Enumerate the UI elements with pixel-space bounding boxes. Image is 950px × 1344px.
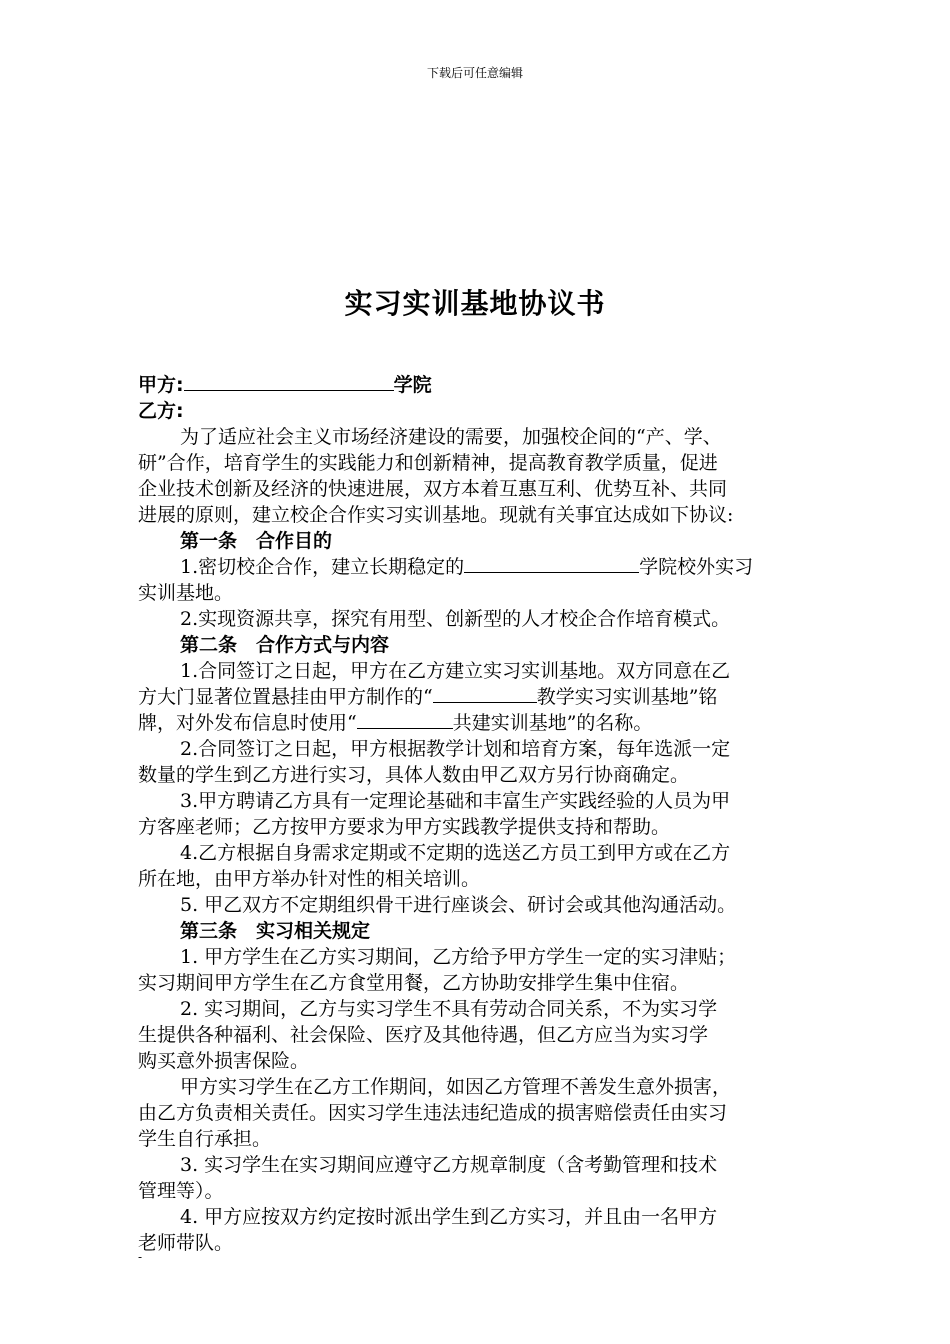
section-3-title: 第三条 实习相关规定 bbox=[180, 920, 371, 942]
sec3-paragraph-line3: 学生自行承担。 bbox=[138, 1128, 272, 1150]
sec3-item2: 2. 实习期间，乙方与实习学生不具有劳动合同关系，不为实习学 bbox=[180, 998, 718, 1020]
sec2-item4-line2: 所在地，由甲方举办针对性的相关培训。 bbox=[138, 868, 481, 890]
sec3-item1: 1. 甲方学生在乙方实习期间，乙方给予甲方学生一定的实习津贴； bbox=[180, 946, 737, 968]
sec3-paragraph: 甲方实习学生在乙方工作期间，如因乙方管理不善发生意外损害， bbox=[180, 1076, 732, 1098]
party-b-label: 乙方: bbox=[138, 400, 184, 422]
section-2-title: 第二条 合作方式与内容 bbox=[180, 634, 390, 656]
intro-line: 进展的原则，建立校企合作实习实训基地。现就有关事宜达成如下协议: bbox=[138, 504, 734, 526]
sec3-paragraph-line2: 由乙方负责相关责任。因实习学生违法违纪造成的损害赔偿责任由实习 bbox=[138, 1102, 728, 1124]
sec2-item1-line3 bbox=[138, 710, 838, 736]
sec1-item1-cont: 实训基地。 bbox=[138, 582, 234, 604]
sec2-item1-l2-post: 教学实习实训基地”铭 bbox=[536, 686, 718, 708]
section-1-title: 第一条 合作目的 bbox=[180, 530, 333, 552]
sec3-item3-line2: 管理等）。 bbox=[138, 1180, 224, 1202]
sec2-item3-line2: 方客座老师；乙方按甲方要求为甲方实践教学提供支持和帮助。 bbox=[138, 816, 671, 838]
sec2-item1-blank1 bbox=[433, 684, 537, 703]
sec2-item2-line2: 数量的学生到乙方进行实习，具体人数由甲乙双方另行协商确定。 bbox=[138, 764, 690, 786]
page-header: 下载后可任意编辑 bbox=[426, 66, 523, 80]
party-a-line bbox=[138, 372, 838, 398]
sec2-item1-l2-pre: 方大门显著位置悬挂由甲方制作的“ bbox=[138, 686, 433, 708]
intro-line: 企业技术创新及经济的快速进展，双方本着互惠互利、优势互补、共同 bbox=[138, 478, 728, 500]
sec2-item3: 3.甲方聘请乙方具有一定理论基础和丰富生产实践经验的人员为甲 bbox=[180, 790, 731, 812]
sec1-item1-post: 学院校外实习 bbox=[639, 556, 754, 578]
sec2-item5: 5. 甲乙双方不定期组织骨干进行座谈会、研讨会或其他沟通活动。 bbox=[180, 894, 737, 916]
document-title: 实习实训基地协议书 bbox=[344, 287, 606, 320]
sec3-item2-line3: 购买意外损害保险。 bbox=[138, 1050, 310, 1072]
sec1-item2: 2.实现资源共享，探究有用型、创新型的人才校企合作培育模式。 bbox=[180, 608, 731, 630]
party-a-blank bbox=[184, 372, 394, 391]
sec2-item1-line2 bbox=[138, 684, 838, 710]
sec1-item1-pre: 1.密切校企合作，建立长期稳定的 bbox=[180, 556, 465, 578]
footer-mark: - bbox=[138, 1250, 143, 1264]
sec2-item1-blank2 bbox=[357, 710, 453, 729]
sec2-item4: 4.乙方根据自身需求定期或不定期的选送乙方员工到甲方或在乙方 bbox=[180, 842, 731, 864]
document-body bbox=[138, 372, 838, 1256]
sec2-item2: 2.合同签订之日起，甲方根据教学计划和培育方案，每年选派一定 bbox=[180, 738, 731, 760]
sec3-item2-line2: 生提供各种福利、社会保险、医疗及其他待遇，但乙方应当为实习学 bbox=[138, 1024, 709, 1046]
sec1-item1-blank bbox=[464, 554, 639, 573]
sec2-item1-l3-pre: 牌，对外发布信息时使用“ bbox=[138, 712, 357, 734]
sec2-item1-l3-post: 共建实训基地”的名称。 bbox=[452, 712, 653, 734]
sec1-item1 bbox=[138, 554, 838, 580]
intro-line: 为了适应社会主义市场经济建设的需要，加强校企间的“产、学、 bbox=[180, 426, 722, 448]
sec3-item4: 4. 甲方应按双方约定按时派出学生到乙方实习，并且由一名甲方 bbox=[180, 1206, 718, 1228]
party-a-suffix: 学院 bbox=[393, 374, 432, 396]
party-a-label: 甲方: bbox=[138, 374, 184, 396]
sec3-item3: 3. 实习学生在实习期间应遵守乙方规章制度（含考勤管理和技术 bbox=[180, 1154, 718, 1176]
sec3-item1-line2: 实习期间甲方学生在乙方食堂用餐，乙方协助安排学生集中住宿。 bbox=[138, 972, 690, 994]
sec2-item1: 1.合同签订之日起，甲方在乙方建立实习实训基地。双方同意在乙 bbox=[180, 660, 731, 682]
sec3-item4-line2: 老师带队。 bbox=[138, 1232, 234, 1254]
intro-line: 研”合作，培育学生的实践能力和创新精神，提高教育教学质量，促进 bbox=[138, 452, 718, 474]
